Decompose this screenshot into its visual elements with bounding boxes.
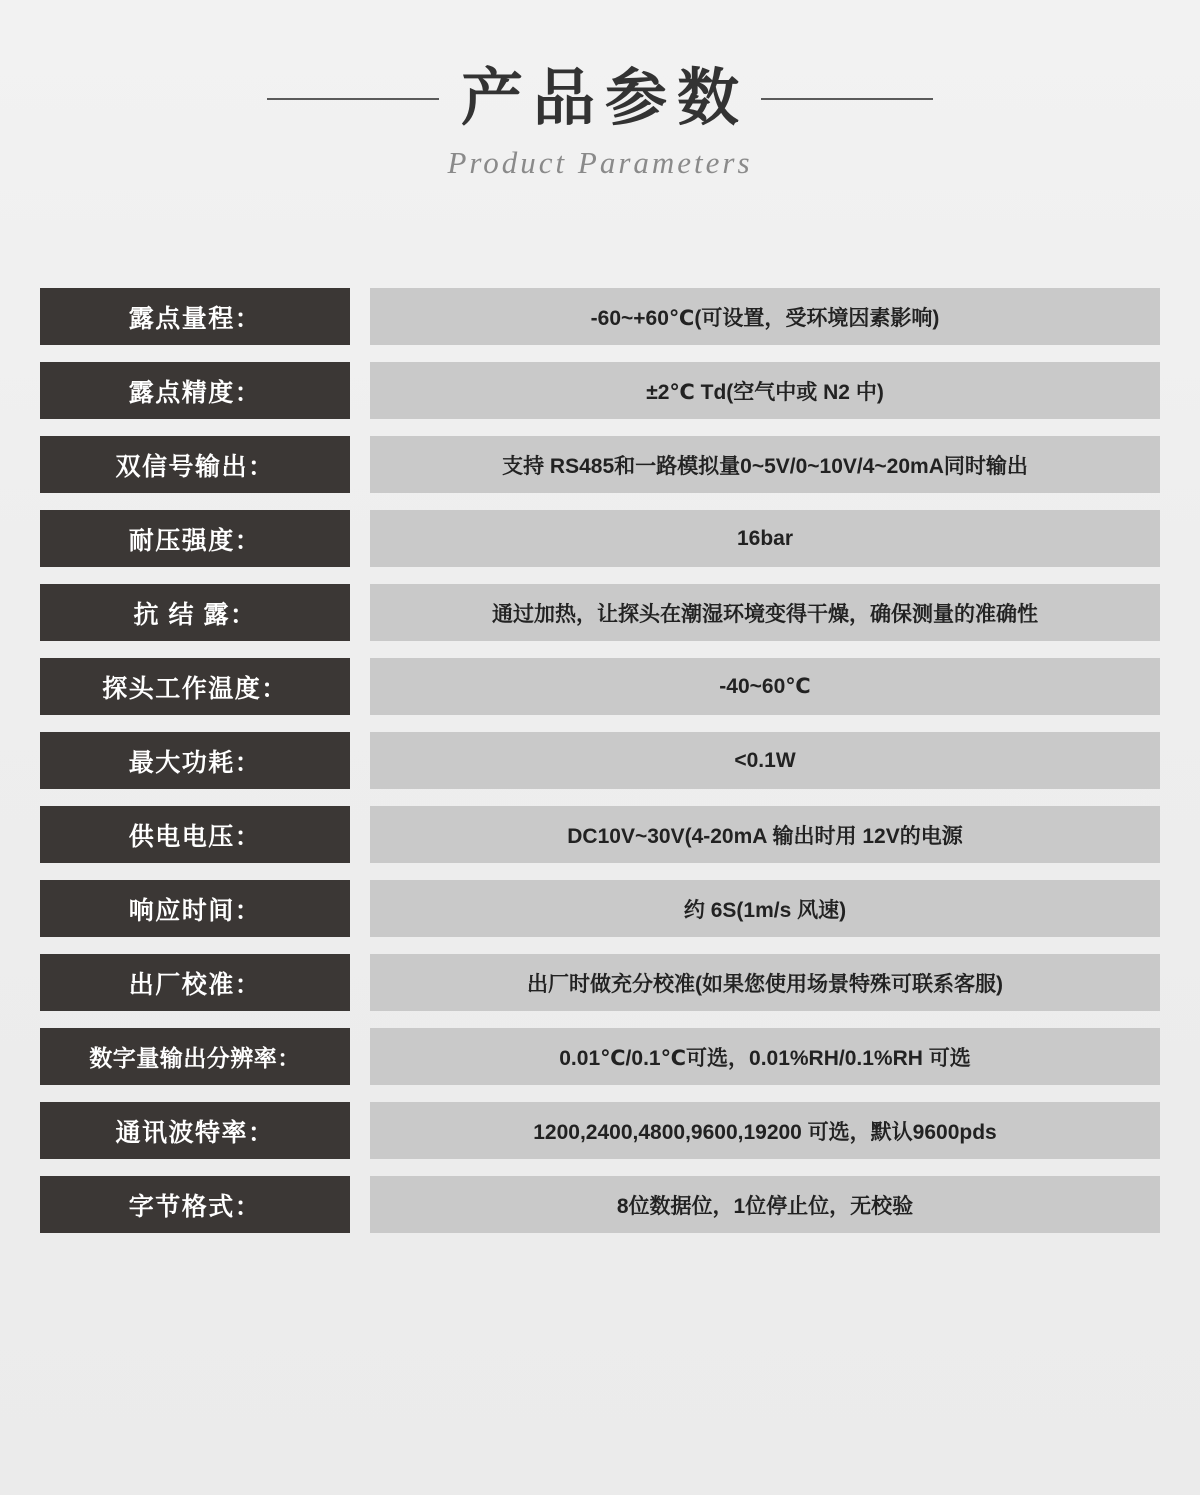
table-row [40, 362, 1160, 419]
table-row [40, 880, 1160, 937]
table-row [40, 510, 1160, 567]
page-subtitle: Product Parameters [447, 145, 753, 181]
table-row [40, 732, 1160, 789]
spec-label: 字节格式： [40, 1176, 350, 1233]
spec-label: 通讯波特率： [40, 1102, 350, 1159]
table-row [40, 1102, 1160, 1159]
spec-label: 数字量输出分辨率： [40, 1028, 350, 1085]
spec-label: 耐压强度： [40, 510, 350, 567]
spec-label: 双信号输出： [40, 436, 350, 493]
spec-value: 8位数据位，1位停止位，无校验 [370, 1176, 1160, 1233]
spec-value: 约 6S(1m/s 风速) [370, 880, 1160, 937]
table-row [40, 1176, 1160, 1233]
page-header [0, 0, 1200, 181]
spec-value: 通过加热，让探头在潮湿环境变得干燥，确保测量的准确性 [370, 584, 1160, 641]
table-row [40, 436, 1160, 493]
spec-value: 1200,2400,4800,9600,19200 可选，默认9600pds [370, 1102, 1160, 1159]
spec-label: 露点量程： [40, 288, 350, 345]
spec-table [40, 288, 1160, 1250]
spec-value: -60~+60℃(可设置，受环境因素影响) [370, 288, 1160, 345]
table-row [40, 806, 1160, 863]
spec-label: 最大功耗： [40, 732, 350, 789]
spec-value: 支持 RS485和一路模拟量0~5V/0~10V/4~20mA同时输出 [370, 436, 1160, 493]
spec-label: 供电电压： [40, 806, 350, 863]
spec-value: 0.01℃/0.1℃可选，0.01%RH/0.1%RH 可选 [370, 1028, 1160, 1085]
spec-label: 出厂校准： [40, 954, 350, 1011]
spec-value: ±2℃ Td(空气中或 N2 中) [370, 362, 1160, 419]
spec-value: -40~60℃ [370, 658, 1160, 715]
table-row [40, 1028, 1160, 1085]
title-row [0, 66, 1200, 131]
spec-value: 出厂时做充分校准(如果您使用场景特殊可联系客服) [370, 954, 1160, 1011]
title-rule-right [761, 98, 933, 100]
table-row [40, 584, 1160, 641]
title-rule-left [267, 98, 439, 100]
spec-label: 抗 结 露： [40, 584, 350, 641]
table-row [40, 954, 1160, 1011]
spec-value: 16bar [370, 510, 1160, 567]
table-row [40, 658, 1160, 715]
table-row [40, 288, 1160, 345]
spec-value: DC10V~30V(4-20mA 输出时用 12V的电源 [370, 806, 1160, 863]
spec-label: 响应时间： [40, 880, 350, 937]
page-title: 产品参数 [460, 64, 749, 133]
spec-label: 露点精度： [40, 362, 350, 419]
spec-label: 探头工作温度： [40, 658, 350, 715]
spec-value: <0.1W [370, 732, 1160, 789]
